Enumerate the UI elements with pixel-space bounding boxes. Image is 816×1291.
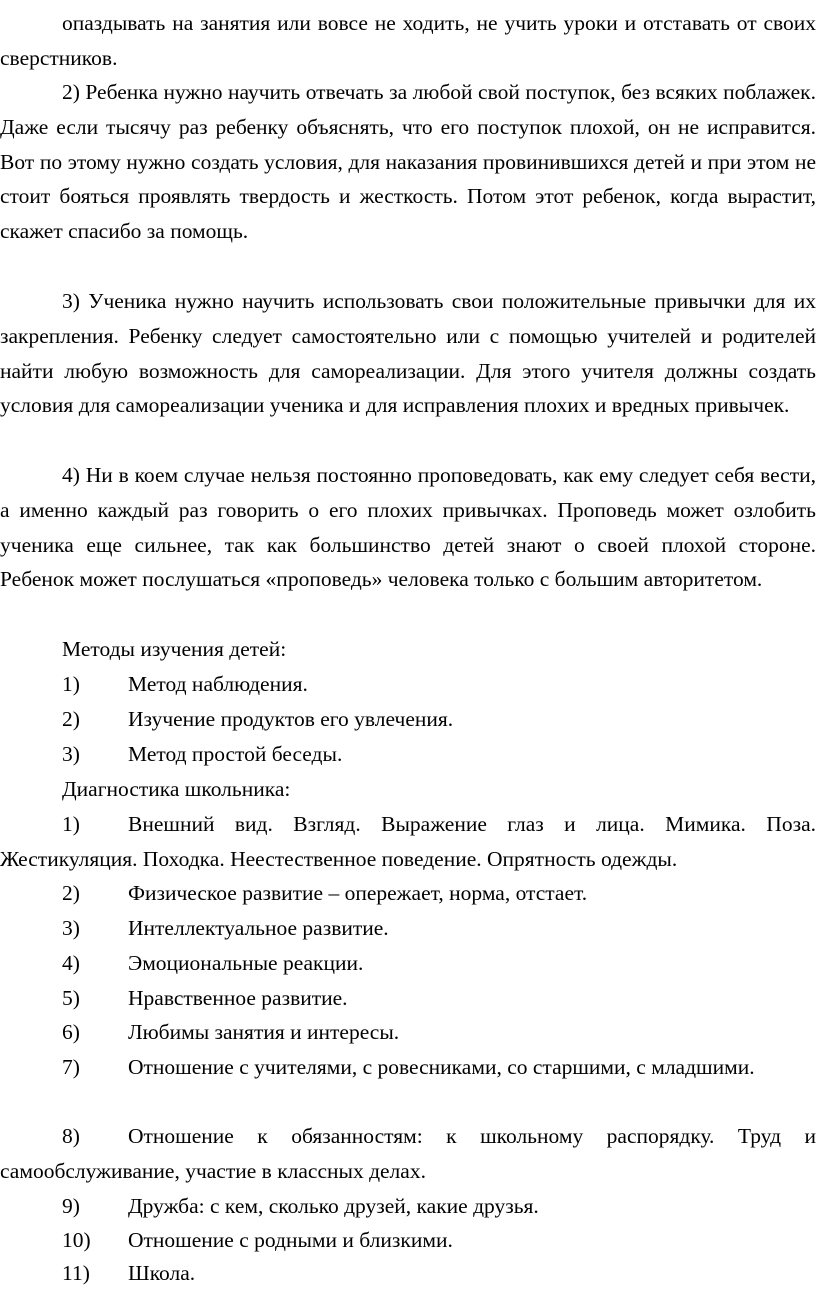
paragraph-4: 4) Ни в коем случае нельзя постоянно проповедовать, как ему следует себя вести, а именно каждый раз говорить о его плохих привычках. Проповедь может озлобить ученика еще сильнее, так как большинство детей знают о своей плохой стороне. Ребенок может послушаться «проповедь» человека только с большим авторитетом.: [0, 463, 816, 592]
list-text: Эмоциональные реакции.: [128, 951, 364, 975]
paragraph-2: 2) Ребенка нужно научить отвечать за любой свой поступок, без всяких поблажек. Даже если тысячу раз ребенку объяснять, что его поступок плохой, он не исправится. Вот по этому нужно создать условия, для наказания провинившихся детей и при этом не стоит бояться проявлять твердость и жесткость. Потом этот ребенок, когда вырастит, скажет спасибо за помощь.: [0, 80, 816, 244]
list-number: 2): [62, 881, 80, 905]
diagnostics-list-item: [0, 1050, 816, 1085]
list-number: 10): [62, 1228, 91, 1252]
diagnostics-list-item: [0, 946, 816, 981]
list-number: 7): [62, 1055, 80, 1079]
list-text: Метод наблюдения.: [128, 672, 308, 696]
diagnostics-list-item: [0, 1189, 816, 1224]
diagnostics-list-item: [0, 1223, 816, 1258]
list-text: Интеллектуальное развитие.: [128, 916, 389, 940]
list-number: 5): [62, 986, 80, 1010]
continuation-paragraph: опаздывать на занятия или вовсе не ходить, не учить уроки и отставать от своих сверстников.: [0, 11, 816, 70]
list-number: 11): [62, 1261, 90, 1285]
list-text: Отношение к обязанностям: к школьному распорядку. Труд и самообслуживание, участие в классных делах.: [0, 1124, 816, 1183]
list-text: Отношение с учителями, с ровесниками, со старшими, с младшими.: [128, 1055, 755, 1079]
diagnostics-list-item: [0, 911, 816, 946]
list-number: 9): [62, 1194, 80, 1218]
diagnostics-list-item: [0, 1119, 816, 1189]
list-number: 1): [62, 812, 80, 836]
diagnostics-list-item: [0, 981, 816, 1016]
list-number: 2): [62, 707, 80, 731]
list-number: 6): [62, 1020, 80, 1044]
list-text: Школа.: [128, 1261, 196, 1285]
diagnostics-list-item: [0, 1256, 816, 1291]
list-text: Внешний вид. Взгляд. Выражение глаз и лица. Мимика. Поза. Жестикуляция. Походка. Неестественное поведение. Опрятность одежды.: [0, 812, 816, 871]
methods-list-item: [0, 702, 816, 737]
paragraph-3: 3) Ученика нужно научить использовать свои положительные привычки для их закрепления. Ребенку следует самостоятельно или с помощью учителей и родителей найти любую возможность для самореализации. Для этого учителя должны создать условия для самореализации ученика и для исправления плохих и вредных привычек.: [0, 289, 816, 418]
methods-list-item: [0, 737, 816, 772]
diagnostics-heading: Диагностика школьника:: [62, 777, 291, 801]
diagnostics-list-item: [0, 1015, 816, 1050]
diagnostics-list-item: [0, 876, 816, 911]
list-text: Отношение с родными и близкими.: [128, 1228, 453, 1252]
list-number: 3): [62, 742, 80, 766]
list-text: Любимы занятия и интересы.: [128, 1020, 400, 1044]
list-text: Дружба: с кем, сколько друзей, какие друзья.: [128, 1194, 539, 1218]
diagnostics-list-item: [0, 807, 816, 877]
list-number: 8): [62, 1124, 80, 1148]
list-text: Изучение продуктов его увлечения.: [128, 707, 454, 731]
list-number: 3): [62, 916, 80, 940]
list-number: 1): [62, 672, 80, 696]
list-text: Физическое развитие – опережает, норма, отстает.: [128, 881, 588, 905]
methods-heading: Методы изучения детей:: [62, 637, 287, 661]
list-text: Нравственное развитие.: [128, 986, 348, 1010]
list-number: 4): [62, 951, 80, 975]
methods-list-item: [0, 667, 816, 702]
list-text: Метод простой беседы.: [128, 742, 343, 766]
